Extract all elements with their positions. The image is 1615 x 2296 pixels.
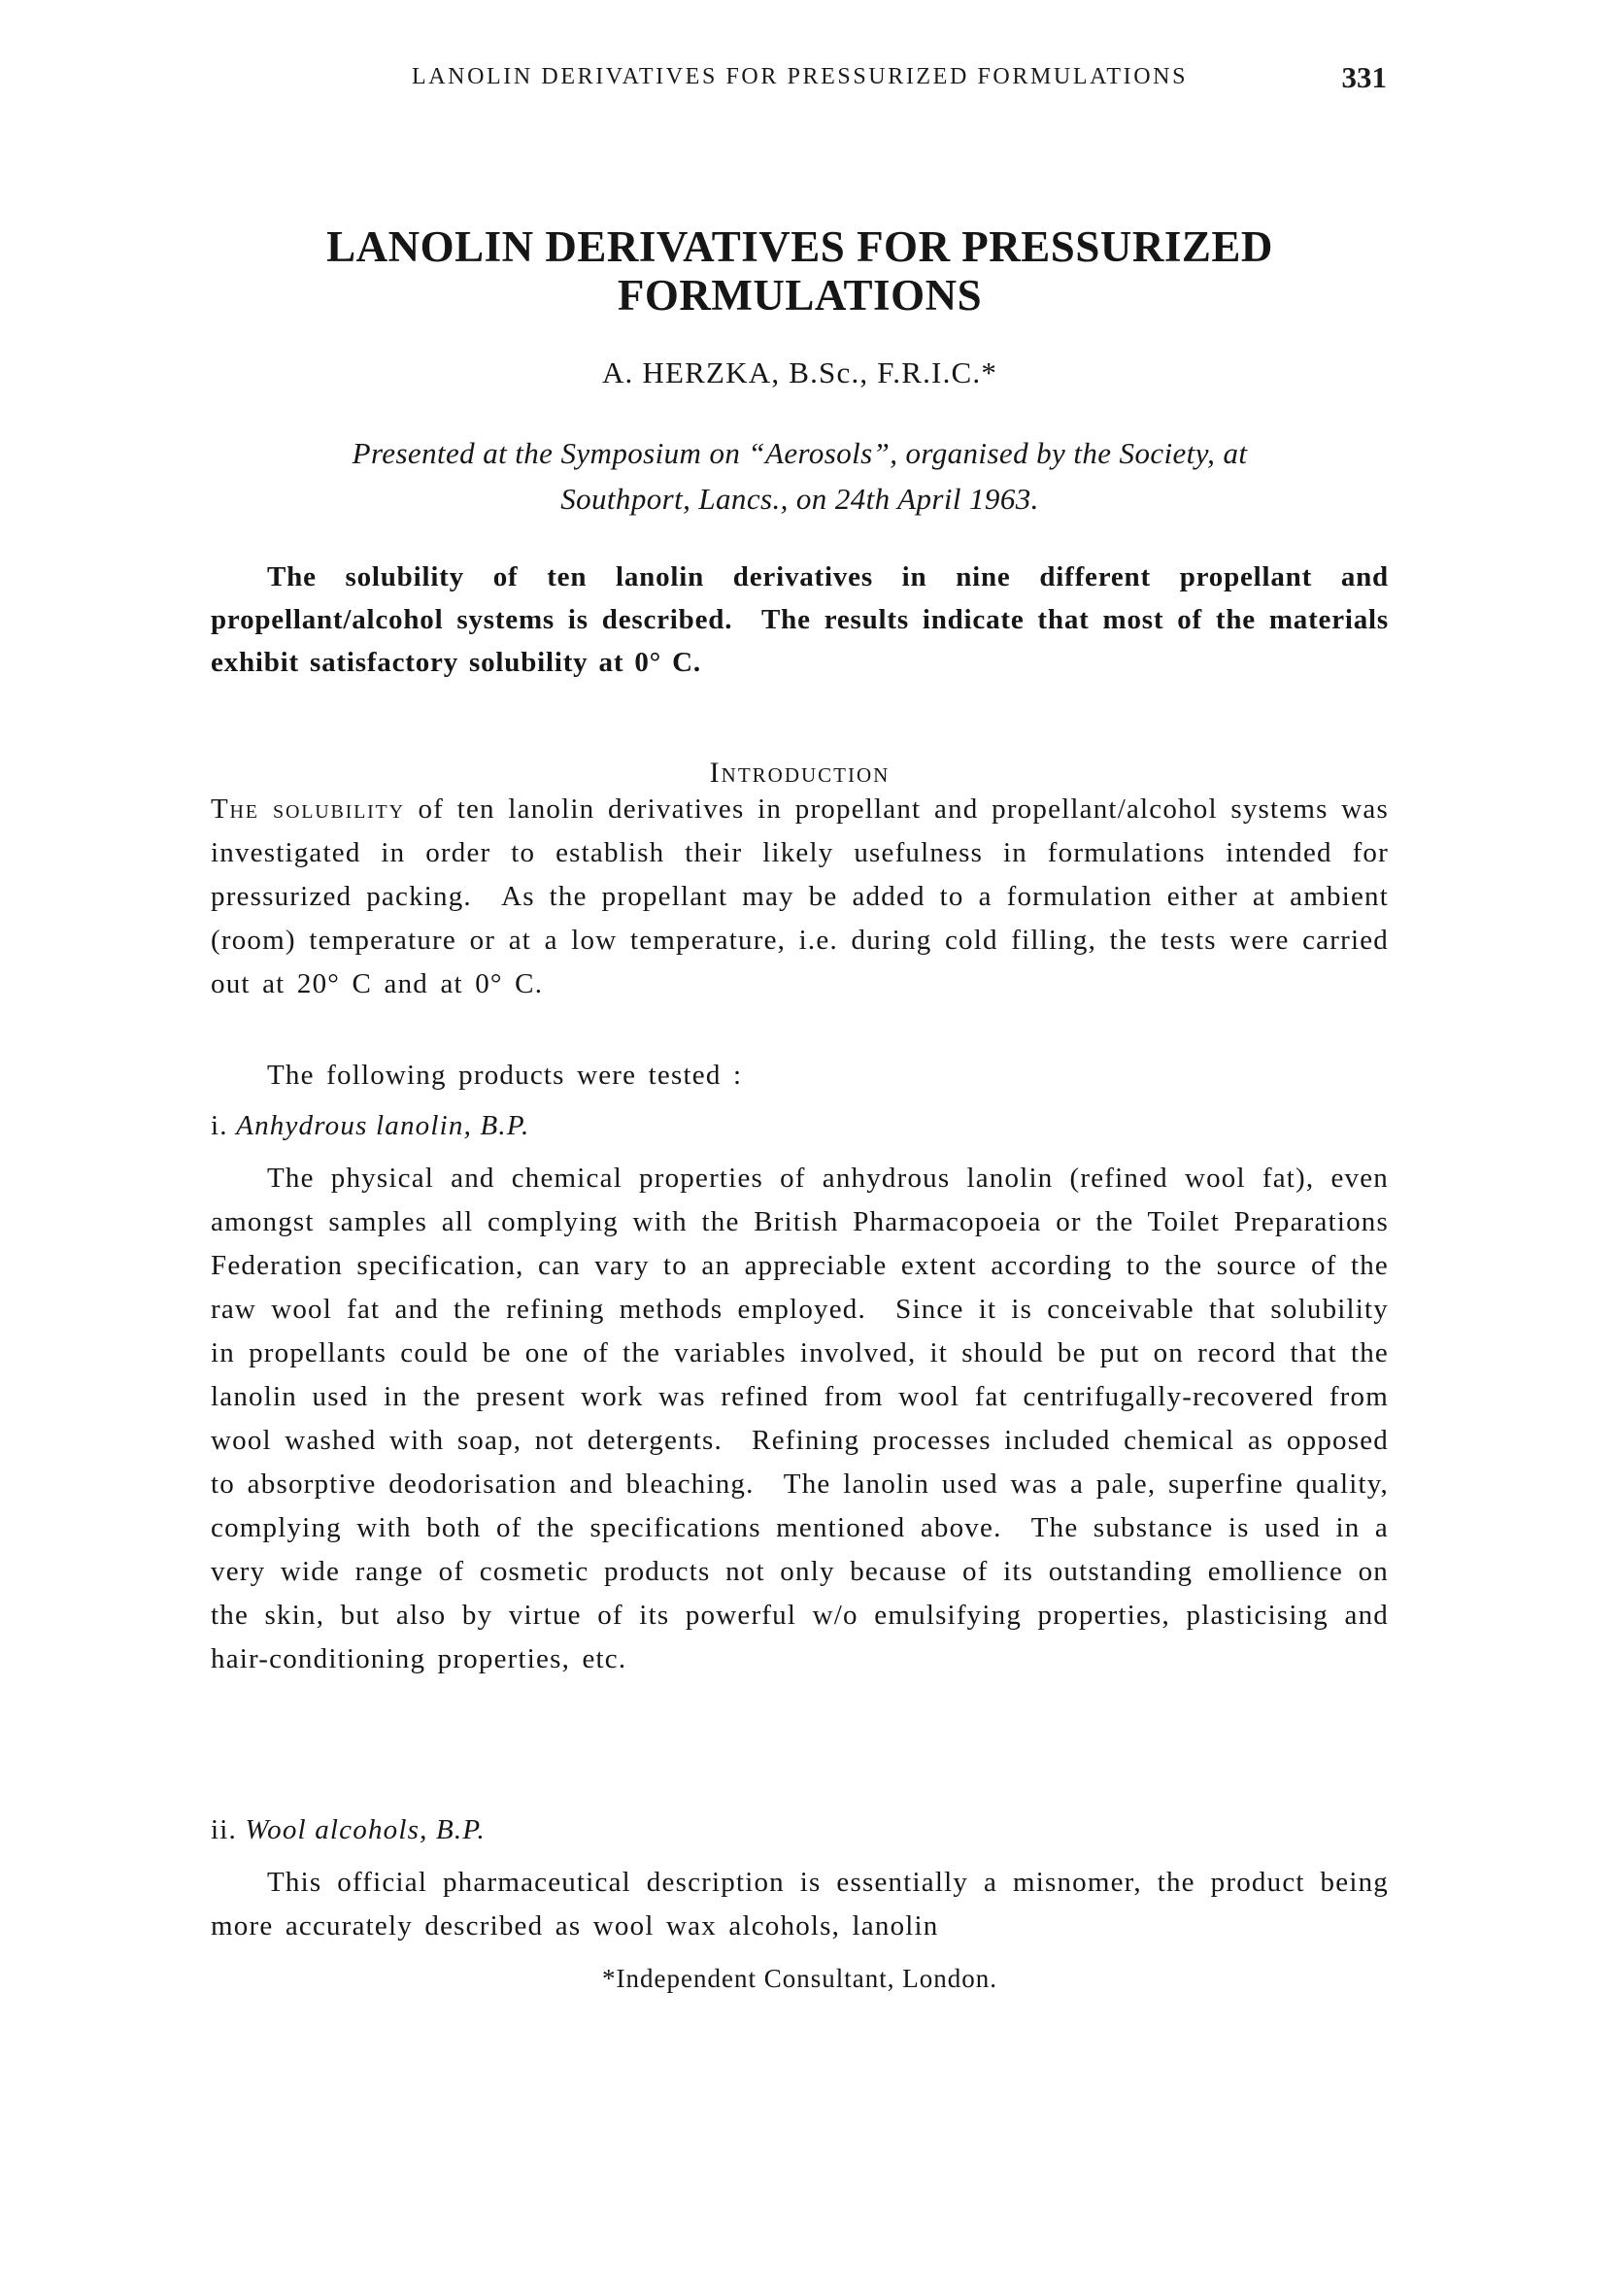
item-ii-paragraph: This official pharmaceutical description is essentially a misnomer, the product being more accurately described as wool wax alcohols, lanolin (211, 1867, 1389, 1941)
article-title (211, 222, 1389, 320)
item-i-heading (211, 1110, 1389, 1142)
item-i-paragraph: The physical and chemical properties of anhydrous lanolin (refined wool fat), even amongst samples all complying with the British Pharmacopoeia or the Toilet Preparations Federation specification, can vary to an appreciable extent according to the source of the raw wool fat and the refining methods employed. Since it is conceivable that solubility in propellants could be one of the variables involved, it should be put on record that the lanolin used in the present work was refined from wool fat centrifugally-recovered from wool washed with soap, not detergents. Refining processes included chemical as opposed to absorptive deodorisation and bleaching. The lanolin used was a pale, superfine quality, complying with both of the specifications mentioned above. The substance is used in a very wide range of cosmetic products not only because of its outstanding emollience on the skin, but also by virtue of its powerful w/o emulsifying properties, plasticising and hair-conditioning properties, etc. (211, 1163, 1389, 1674)
item-i-numeral: i. (211, 1110, 228, 1141)
presentation-note-line-2: Southport, Lancs., on 24th April 1963. (560, 482, 1039, 516)
running-header-title: LANOLIN DERIVATIVES FOR PRESSURIZED FORMULATIONS (411, 64, 1189, 89)
item-i-title: Anhydrous lanolin, B.P. (236, 1110, 530, 1141)
introduction-paragraph-text: of ten lanolin derivatives in propellant and propellant/alcohol systems was investigated in order to establish their likely usefulness in formulations intended for pressurized packing. As the propellant may be added to a formulation either at ambient (room) temperature or at a low temperature, i.e. during cold filling, the tests were carried out at 20° C and at 0° C. (211, 793, 1389, 999)
item-ii-numeral: ii. (211, 1814, 237, 1845)
footnote: *Independent Consultant, London. (602, 1964, 997, 1993)
section-heading-introduction: Introduction (709, 757, 891, 789)
article-title-line-1: LANOLIN DERIVATIVES FOR PRESSURIZED (326, 222, 1273, 271)
introduction-lead-smallcaps: The solubility (211, 793, 405, 825)
presentation-note-line-1: Presented at the Symposium on “Aerosols”, organised by the Society, at (352, 436, 1248, 470)
page-number: 331 (1341, 60, 1387, 94)
author-line: A. HERZKA, B.Sc., F.R.I.C.* (601, 355, 998, 389)
article-title-line-2: FORMULATIONS (617, 271, 983, 320)
tested-products-line: The following products were tested : (267, 1060, 743, 1091)
item-ii-title: Wool alcohols, B.P. (245, 1814, 486, 1845)
running-header (211, 60, 1389, 94)
introduction-paragraph (211, 788, 1389, 1006)
item-ii-heading (211, 1814, 1389, 1846)
abstract: The solubility of ten lanolin derivatives in nine different propellant and propellant/alcohol systems is described. The results indicate that most of the materials exhibit satisfactory solubility at 0° C. (211, 561, 1389, 678)
presentation-note (211, 430, 1389, 522)
